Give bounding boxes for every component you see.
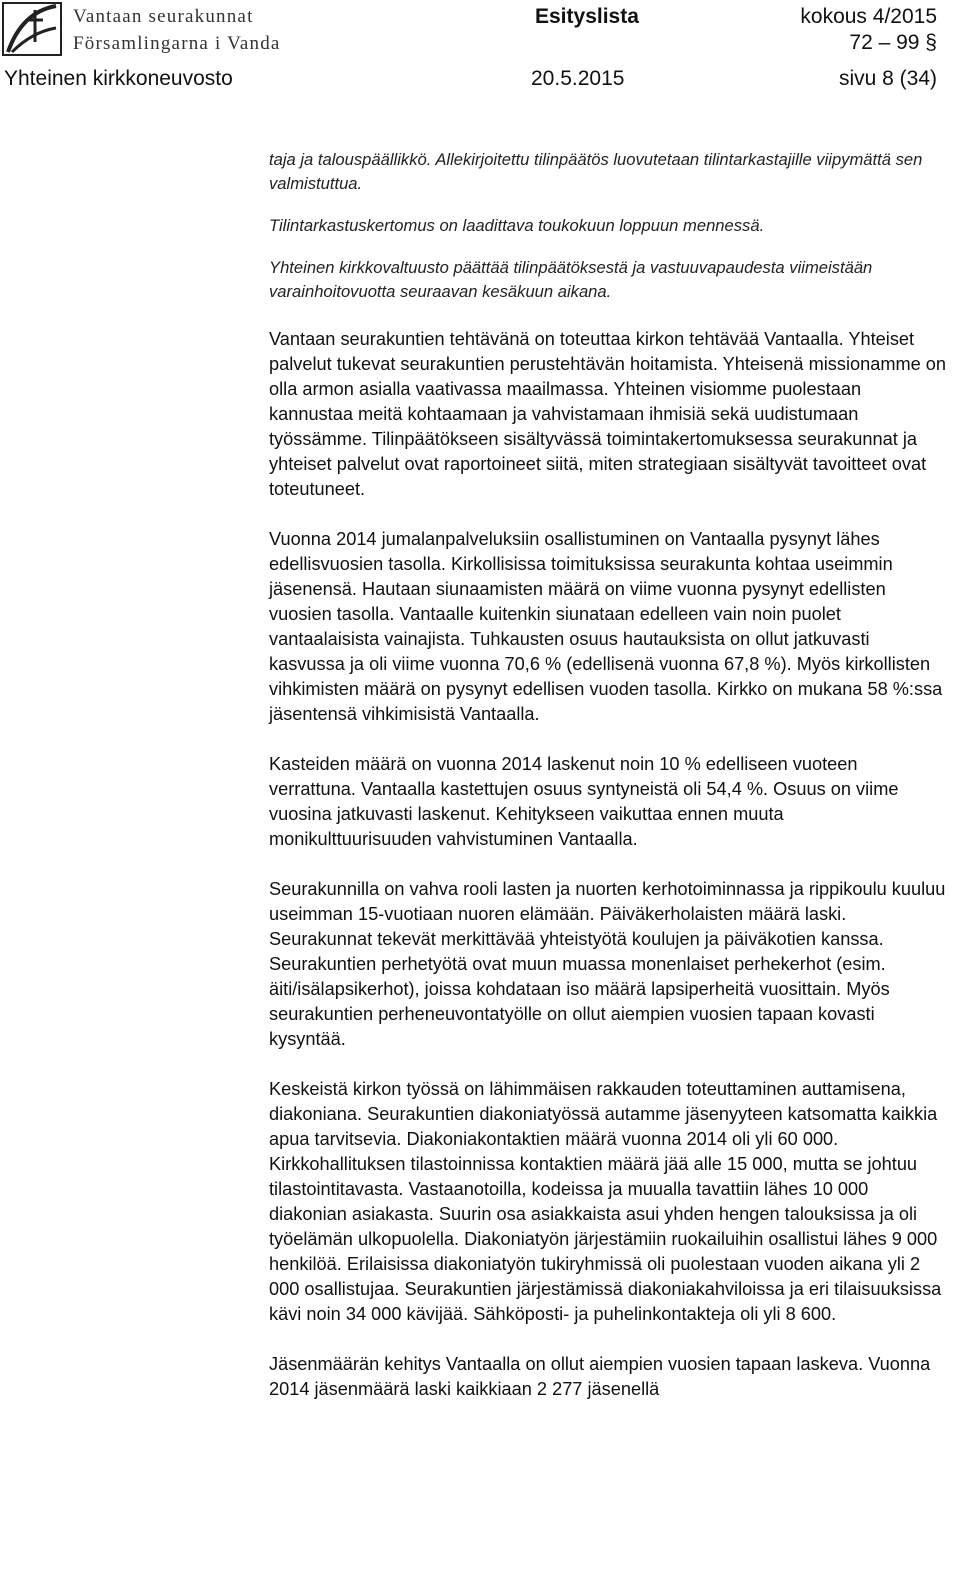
body-name: Yhteinen kirkkoneuvosto xyxy=(4,67,233,90)
body-paragraph: Jäsenmäärän kehitys Vantaalla on ollut aiempien vuosien tapaan laskeva. Vuonna 2014 jäsenmäärä laski kaikkiaan 2 277 jäsenellä xyxy=(269,1354,931,1399)
org-name-finnish: Vantaan seurakunnat xyxy=(73,6,254,27)
italic-paragraph: Yhteinen kirkkovaltuusto päättää tilinpäätöksestä ja vastuuvapaudesta viimeistään varainhoitovuotta seuraavan kesäkuun aikana. xyxy=(269,258,873,301)
document-title: Esityslista xyxy=(535,5,639,28)
body-paragraph: Kasteiden määrä on vuonna 2014 laskenut noin 10 % edelliseen vuoteen verrattuna. Vantaalla kastettujen osuus syntyneistä oli 54,4 %. Osuus on viime vuosina jatkuvasti laskenut. Kehitykseen vaikuttaa ennen muuta monikulttuurisuuden vahvistuminen Vantaalla. xyxy=(269,754,899,849)
italic-paragraph: Tilintarkastuskertomus on laadittava toukokuun loppuun mennessä. xyxy=(269,216,765,235)
body-paragraph: Vantaan seurakuntien tehtävänä on toteuttaa kirkon tehtävää Vantaalla. Yhteiset palvelut tukevat seurakuntien perustehtävän hoitamista. Yhteisenä missionamme on olla armon asialla vaativassa maailmassa. Yhteinen visiomme puolestaan kannustaa meitä kohtaamaan ja vahvistamaan ihmisiä sekä uudistumaan työssämme. Tilinpäätökseen sisältyvässä toimintakertomuksessa seurakunnat ja yhteiset palvelut ovat raportoineet siitä, miten strategiaan sisältyvät tavoitteet ovat toteutuneet. xyxy=(269,329,947,499)
document-body xyxy=(269,148,949,1402)
org-name-swedish: Församlingarna i Vanda xyxy=(73,33,281,54)
body-paragraph: Vuonna 2014 jumalanpalveluksiin osallistuminen on Vantaalla pysynyt lähes edellisvuosien tasolla. Kirkollisissa toimituksissa seurakunta kohtaa useimmin jäsenensä. Hautaan siunaamisten määrä on viime vuonna pysynyt edellisten vuosien tasolla. Vantaalle kuitenkin siunataan edelleen vain noin puolet vantaalaisista vainajista. Tuhkausten osuus hautauksista on ollut jatkuvasti kasvussa ja oli viime vuonna 70,6 % (edellisenä vuonna 67,8 %). Myös kirkollisten vihkimisten määrä on pysynyt edellisen vuoden tasolla. Kirkko on mukana 58 %:ssa jäsentensä vihkimisistä Vantaalla. xyxy=(269,529,943,724)
body-paragraph: Keskeistä kirkon työssä on lähimmäisen rakkauden toteuttaminen auttamisena, diakoniana. Seurakuntien diakoniatyössä autamme jäsenyyteen katsomatta kaikkia apua tarvitsevia. Diakoniakontaktien määrä vuonna 2014 oli yli 60 000. Kirkkohallituksen tilastoinnissa kontaktien määrä jää alle 15 000, mutta se johtuu tilastointitavasta. Vastaanotoilla, kodeissa ja muualla tavattiin lähes 10 000 diakonian asiakasta. Suurin osa asiakkaista asui yhden hengen talouksissa ja oli työelämän ulkopuolella. Diakoniatyön järjestämiin ruokailuihin osallistui lähes 9 000 henkilöä. Erilaisissa diakoniatyön tukiryhmissä oli puolestaan vuoden aikana yli 2 000 osallistujaa. Seurakuntien järjestämissä diakoniakahviloissa ja eri tilaisuuksissa kävi noin 34 000 kävijää. Sähköposti- ja puhelinkontakteja oli yli 8 600. xyxy=(269,1079,942,1324)
section-reference: 72 – 99 § xyxy=(849,31,937,54)
body-paragraph: Seurakunnilla on vahva rooli lasten ja nuorten kerhotoiminnassa ja rippikoulu kuuluu useimman 15-vuotiaan nuoren elämään. Päiväkerholaisten määrä laski. Seurakunnat tekevät merkittävää yhteistyötä koulujen ja päiväkotien kanssa. Seurakuntien perhetyötä ovat muun muassa monenlaiset perhekerhot (esim. äiti/isälapsikerhot), joissa kohdataan iso määrä lapsiperheitä vuosittain. Myös seurakuntien perheneuvontatyölle on ollut aiempien vuosien tapaan kovasti kysyntää. xyxy=(269,879,946,1049)
page-number: sivu 8 (34) xyxy=(838,67,937,90)
italic-paragraph: taja ja talouspäällikkö. Allekirjoitettu tilinpäätös luovutetaan tilintarkastajille viipymättä sen valmistuttua. xyxy=(269,150,923,193)
page-header xyxy=(0,0,960,100)
meeting-date: 20.5.2015 xyxy=(531,67,625,90)
church-logo-icon xyxy=(2,2,62,56)
meeting-number: kokous 4/2015 xyxy=(800,5,937,28)
